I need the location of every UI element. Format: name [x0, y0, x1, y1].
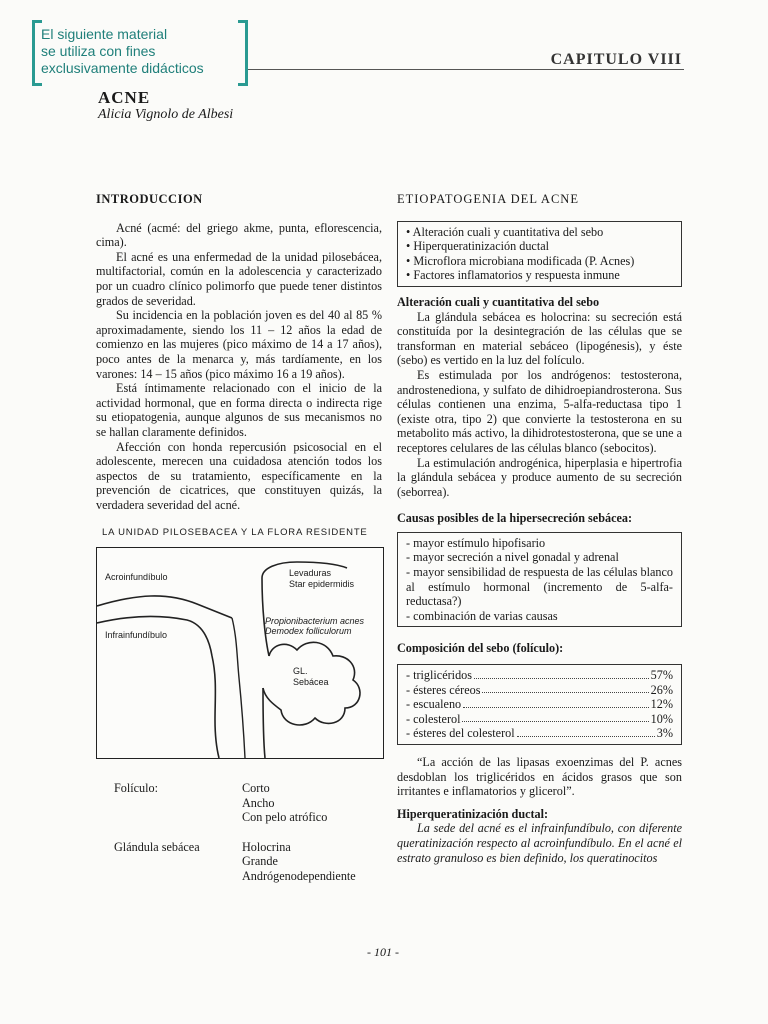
- property-value: Ancho: [242, 795, 275, 810]
- stamp-line: se utiliza con fines: [41, 43, 156, 59]
- intro-paragraph: Está íntimamente relacionado con el inicio de la actividad hormonal, que en forma directa o indirecta rige su etiopatogenia, aunque algunos de sus mecanismos no se hallan claramente definidos.: [96, 381, 382, 439]
- property-value: Andrógenodependiente: [242, 869, 356, 884]
- properties-list: [96, 781, 382, 884]
- causes-box: [397, 532, 682, 628]
- label-gl: GL.: [293, 666, 308, 677]
- article-author: Alicia Vignolo de Albesi: [98, 107, 234, 122]
- component-pct: 57%: [650, 668, 673, 683]
- component-name: - triglicéridos: [406, 668, 472, 683]
- label-acroinfundibulo: Acroinfundíbulo: [105, 572, 168, 583]
- property-row: [96, 781, 382, 825]
- stamp-line: El siguiente material: [41, 26, 168, 42]
- lipase-quote: “La acción de las lipasas exoenzimas del P. acnes desdoblan los triglicéridos en ácidos grasos que son irritantes e inflamatorios y glicerol”.: [397, 755, 682, 799]
- intro-paragraph: El acné es una enfermedad de la unidad pilosebácea, multifactorial, común en la adolescencia y caracterizado por un cuadro clínico polimorfo que puede tener distintos grados de severidad.: [96, 249, 382, 308]
- pilosebaceous-diagram: [96, 547, 384, 759]
- sebo-paragraph: La estimulación androgénica, hiperplasia e hipertrofia la glándula sebácea y produce aumento de su secreción (seborrea).: [397, 455, 682, 499]
- causes-heading: Causas posibles de la hipersecreción sebácea:: [397, 511, 633, 526]
- cause-item: - mayor sensibilidad de respuesta de las células blanco al estímulo hormonal (incremento de 5-alfa-reductasa?): [406, 565, 673, 609]
- label-propionibacterium: Propionibacterium acnes: [265, 616, 365, 627]
- right-column: [397, 192, 682, 865]
- left-column: [96, 192, 382, 884]
- property-value: Grande: [242, 854, 278, 869]
- composition-row: [406, 683, 673, 698]
- component-pct: 10%: [650, 711, 673, 726]
- cause-item: - combinación de varias causas: [406, 608, 558, 623]
- cause-item: - mayor estímulo hipofisario: [406, 535, 546, 550]
- page-number: - 101 -: [367, 945, 399, 959]
- composition-row: [406, 712, 673, 727]
- disclaimer-stamp: [32, 20, 248, 86]
- chapter-label: CAPITULO VIII: [550, 51, 682, 68]
- property-value: Holocrina: [242, 839, 291, 854]
- intro-paragraph: Afección con honda repercusión psicosocial en el adolescente, merecen una cuidadosa atención todos los aspectos de su tratamiento, específicamente en la prevención de cicatrices, que constituyen quizás, la verdadera severidad del acné.: [96, 439, 382, 512]
- factors-box: [397, 221, 682, 287]
- sebo-heading: Alteración cuali y cuantitativa del sebo: [397, 294, 600, 309]
- property-label: Folículo:: [114, 781, 159, 796]
- factor-item: • Alteración cuali y cuantitativa del sebo: [406, 224, 604, 239]
- factor-item: • Factores inflamatorios y respuesta inmune: [406, 268, 620, 283]
- cause-item: - mayor secreción a nivel gonadal y adrenal: [406, 550, 619, 565]
- label-star-epidermidis: Star epidermidis: [289, 579, 355, 590]
- property-value: Con pelo atrófico: [242, 810, 328, 825]
- component-name: - escualeno: [406, 697, 462, 712]
- composition-row: [406, 668, 673, 683]
- label-infrainfundibulo: Infrainfundíbulo: [105, 630, 168, 641]
- article-title: ACNE: [98, 88, 151, 107]
- intro-paragraph: Su incidencia en la población joven es del 40 al 85 % aproximadamente, siendo los 11 – 12 años la edad de comienzo en las mujeres (pico máximo de 14 a 17 años), poco antes de la menarca y, más tardíamente, en los varones: 14 – 15 años (pico máximo 16 a 19 años).: [96, 308, 382, 381]
- component-name: - ésteres del colesterol: [406, 726, 515, 741]
- intro-heading: INTRODUCCION: [96, 192, 203, 206]
- label-demodex: Demodex folliculorum: [265, 626, 352, 637]
- property-value: Corto: [242, 781, 270, 796]
- component-pct: 12%: [650, 697, 673, 712]
- composition-row: [406, 726, 673, 741]
- composition-heading: Composición del sebo (folículo):: [397, 641, 564, 656]
- stamp-bracket-right: [238, 20, 248, 86]
- factor-item: • Hiperqueratinización ductal: [406, 239, 550, 254]
- property-values: [242, 840, 356, 884]
- composition-box: [397, 664, 682, 745]
- stamp-line: exclusivamente didácticos: [41, 60, 204, 76]
- etio-heading: ETIOPATOGENIA DEL ACNE: [397, 192, 579, 206]
- factor-item: • Microflora microbiana modificada (P. Acnes): [406, 253, 635, 268]
- component-name: - colesterol: [406, 711, 461, 726]
- property-values: [242, 781, 327, 825]
- property-label: Glándula sebácea: [114, 839, 200, 854]
- property-row: [96, 840, 382, 884]
- hiper-heading: Hiperqueratinización ductal:: [397, 806, 549, 821]
- figure-caption: LA UNIDAD PILOSEBACEA Y LA FLORA RESIDENTE: [102, 527, 368, 539]
- intro-paragraph: Acné (acmé: del griego akme, punta, eflorescencia, cima).: [96, 220, 382, 250]
- header-rule: [248, 69, 684, 70]
- stamp-text: [41, 26, 204, 77]
- composition-row: [406, 697, 673, 712]
- sebo-paragraph: Es estimulada por los andrógenos: testosterona, androstenediona, y sulfato de dihidroepiandrosterona. Sus células contienen una enzima, 5-alfa-reductasa tipo 1 (existe otra, tipo 2) que convierte la testosterona en su metabolito más activo, la dihidrotestosterona, que se une a receptores celulares de las células blanco (sebocitos).: [397, 367, 682, 455]
- component-pct: 26%: [650, 682, 673, 697]
- component-pct: 3%: [656, 726, 673, 741]
- sebo-paragraph: La glándula sebácea es holocrina: su secreción está constituída por la desintegración de las células que se transforman en material sebáceo (lipogénesis), y éste (sebo) es vertido en la luz del folículo.: [397, 309, 682, 368]
- label-levaduras: Levaduras: [289, 568, 332, 579]
- hiper-paragraph: La sede del acné es el infrainfundíbulo, con diferente queratinización respecto al acroinfundíbulo. En el acné el estrato granuloso es bien definido, los queratinocitos: [397, 821, 682, 865]
- component-name: - ésteres céreos: [406, 682, 481, 697]
- label-sebacea: Sebácea: [293, 677, 329, 688]
